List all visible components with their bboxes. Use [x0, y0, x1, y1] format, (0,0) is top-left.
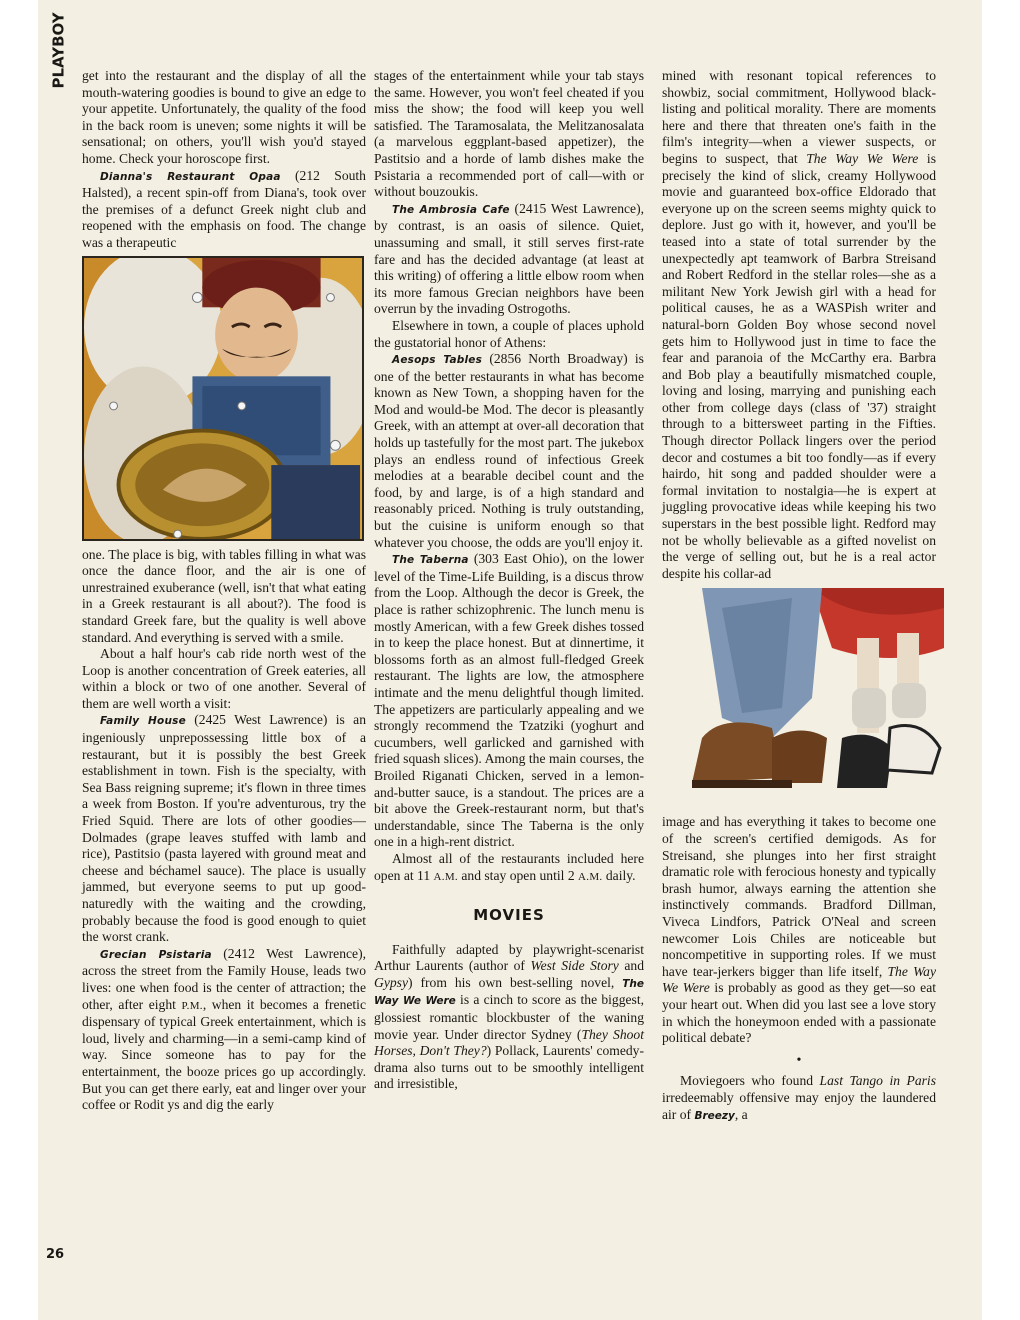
paragraph: Moviegoers who found Last Tango in Paris irredeemably offensive may enjoy the laundered air of Breezy, a [662, 1073, 936, 1122]
paragraph: image and has everything it takes to become one of the screen's certified demigods. As for Streisand, she plunges into her first straight dramatic role with ferocious honesty and typically brash humor, always earning the attention she instinctively commands. Bradford Dillman, Viveca Lindfors, Patrick O'Neal and screen newcomer Lois Chiles are noticeable but noncompetitive in supporting roles. If we must have tear-jerkers bigger than life itself, The Way We Were is probably as good as they get—so eat your heart out. When did you last see a love story in which the honeymoon ended with a passionate political debate? [662, 814, 937, 1046]
masthead-vertical: PLAYBOY [49, 12, 68, 89]
restaurant-name: Aesops Tables [392, 354, 483, 367]
paragraph: get into the restaurant and the display of all the mouth-watering goodies is bound to give an edge to your appetite. Unfortunately, the quality of the food in the back room is uneven; some nights it will be sensational; on others, you'll wish you'd stayed home. Check your horoscope first. [82, 68, 366, 166]
magazine-page [38, 0, 982, 1320]
paragraph: one. The place is big, with tables filling in what was once the dance floor, and the air is one of unrestrained exuberance (well, isn't that what eating in a Greek restaurant is all about?). The food is standard Greek fare, but the quality is well above standard. And everything is served with a smile. [82, 546, 366, 645]
paragraph: mined with resonant topical references to showbiz, social commitment, Hollywood black-listing and political morality. There are moments here and there that threaten one's faith in the film's integrity—when a viewer suspects, or begins to suspect, that The Way We Were is precisely the kind of slick, creamy Hollywood movie and guaranteed box-office Eldorado that everyone up on the screen seems mighty quick to deplore. Just go with it, however, and you'll be teased into a state of total surrender by the unexpectedly apt teamwork of Barbra Streisand and Robert Redford in the stellar roles—she as a militant New York Jewish girl with a head for political causes, he as a WASPish writer and natural-born Golden Boy whose second novel gets him to Hollywood just in time to face the fear and paranoia of the McCarthy era. Barbra and Bob play a beautifully mismatched couple, loving and losing, marrying and punishing each other from college days (class of '37) straight through to a bittersweet parting in the Fifties. Though director Pollack lingers over the period decor and costumes a bit too fondly—as if every hairdo, hit song and padded shoulder were a formal invitation to nostalgia—he is expert at juggling provocative ideas while keeping his two superstars in the best possible light. Redford may not be wholly believable as a gifted novelist on the verge of selling out, but he is a real actor despite his collar-ad [662, 68, 937, 581]
restaurant-name: Family House [100, 715, 186, 728]
text-column-1 [82, 68, 366, 1114]
illustration-greek-dancers [82, 256, 364, 541]
paragraph: Almost all of the restaurants included here open at 11 A.M. and stay open until 2 A.M. daily. [374, 850, 644, 883]
paragraph: The Ambrosia Cafe (2415 West Lawrence), by contrast, is an oasis of silence. Quiet, unassuming and small, it still serves first-rate fare and has the decided advantage (at least at this writing) of offering a little elbow room when its more famous Grecian neighbors have been overrun by the invading Ostrogoths. [374, 200, 644, 317]
page-number: 26 [46, 1247, 65, 1262]
text-column-2 [374, 68, 644, 1093]
film-title: West Side Story [530, 958, 619, 974]
section-divider-bullet: • [796, 1052, 802, 1068]
section-heading-movies: MOVIES [473, 906, 545, 925]
restaurant-name: Dianna's Restaurant Opaa [100, 170, 281, 183]
restaurant-name: Grecian Psistaria [100, 948, 212, 961]
restaurant-name: The Ambrosia Cafe [392, 203, 510, 216]
film-title: The Way We Were [662, 963, 936, 996]
restaurant-name: The Taberna [392, 554, 469, 567]
paragraph: The Taberna (303 East Ohio), on the lower level of the Time-Life Building, is a discus throw from the Loop. Although the decor is Greek, the place is rather schizophrenic. The lunch menu is mostly American, with a few Greek dishes tossed in to keep the place honest. But at dinnertime, it blossoms forth as an almost full-fledged Greek restaurant. The lights are low, the atmosphere intimate and the menu delightful though limited. The appetizers are particularly appealing and we strongly recommend the Tzatziki (yoghurt and cucumbers, well garlicked and garnished with fried squash slices). Among the main courses, the Broiled Riganati Chicken, served in a lemon-and-butter sauce, is a standout. The prices are a bit above the Greek-restaurant norm, but that's understandable, since The Taberna is the only one in a high-rent district. [374, 551, 644, 850]
paragraph: Dianna's Restaurant Opaa (212 South Halsted), a recent spin-off from Diana's, took over the premises of a defunct Greek night club and reopened with the emphasis on food. The change was a therapeutic [82, 167, 366, 250]
paragraph: Faithfully adapted by playwright-scenarist Arthur Laurents (author of West Side Story and Gypsy) from his own best-selling novel, The Way We Were is a cinch to score as the biggest, glossiest romantic blockbuster of the waning movie year. Under director Sydney (They Shoot Horses, Don't They?) Pollack, Laurents' comedy-drama also turns out to be smoothly intelligent and irresistible, [374, 941, 645, 1092]
paragraph: About a half hour's cab ride north west of the Loop is another concentration of Greek eateries, all within a block or two of one another. Several of them are well worth a visit: [82, 646, 366, 711]
illustration-dancing-couple-legs [662, 588, 944, 808]
paragraph: Grecian Psistaria (2412 West Lawrence), across the street from the Family House, leads two lives: one when food is the center of attraction; the other, after eight P.M., when it becomes a frenetic dispensary of typical Greek entertainment, which is loud, lively and charming—in a semi-camp kind of way. Since someone has to pay for the entertainment, the booze prices go up accordingly. But you can get there early, eat and linger over your coffee or Rodit ys and dig the early [82, 945, 366, 1113]
film-title: The Way We Were [374, 977, 644, 1008]
film-title: The Way We Were [806, 150, 919, 166]
film-title: Gypsy [374, 974, 408, 990]
film-title: They Shoot Horses, Don't They? [374, 1026, 644, 1059]
paragraph: Aesops Tables (2856 North Broadway) is one of the better restaurants in what has become known as New Town, a shopping haven for the Mod and would-be Mod. The decor is pleasantly Greek, with an attempt at over-all decoration that holds up tastefully for the most part. The jukebox plays an endless round of infectious Greek melodies at a bearable decibel count and the food, by and large, is of a high standard and reasonably priced. Nothing is truly outstanding, but the cuisine is uniform enough so that whatever you choose, the odds are you'll enjoy it. [374, 351, 644, 550]
paragraph: stages of the entertainment while your tab stays the same. However, you won't feel cheated if you miss the show; the food will keep you well satisfied. The Taramosalata, the Melitzanosalata (a marvelous eggplant-based appetizer), the Pastitsio and a horde of lamb dishes make the Psistaria a recommended port of call—with or without bouzoukis. [374, 68, 644, 200]
paragraph: Elsewhere in town, a couple of places uphold the gustatorial honor of Athens: [374, 317, 644, 350]
text-column-3 [662, 68, 936, 1124]
paragraph: Family House (2425 West Lawrence) is an ingeniously unprepossessing little box of a restaurant, but it is possibly the best Greek establishment in town. Fish is the specialty, with Sea Bass reigning supreme; it's flown in three times a week from Boston. If you're adventurous, try the Fried Squid. There are lots of other goodies—Dolmades (grape leaves stuffed with lamb and rice), Pastitsio (pasta layered with ground meat and cheese and béchamel sauce). The place is usually jammed, but everyone seems to put up good-naturedly with the waiting and the crowding, probably because the food is good enough to quiet the worst crank. [82, 712, 366, 945]
film-title: Breezy [694, 1109, 735, 1122]
film-title: Last Tango in Paris [819, 1073, 936, 1089]
